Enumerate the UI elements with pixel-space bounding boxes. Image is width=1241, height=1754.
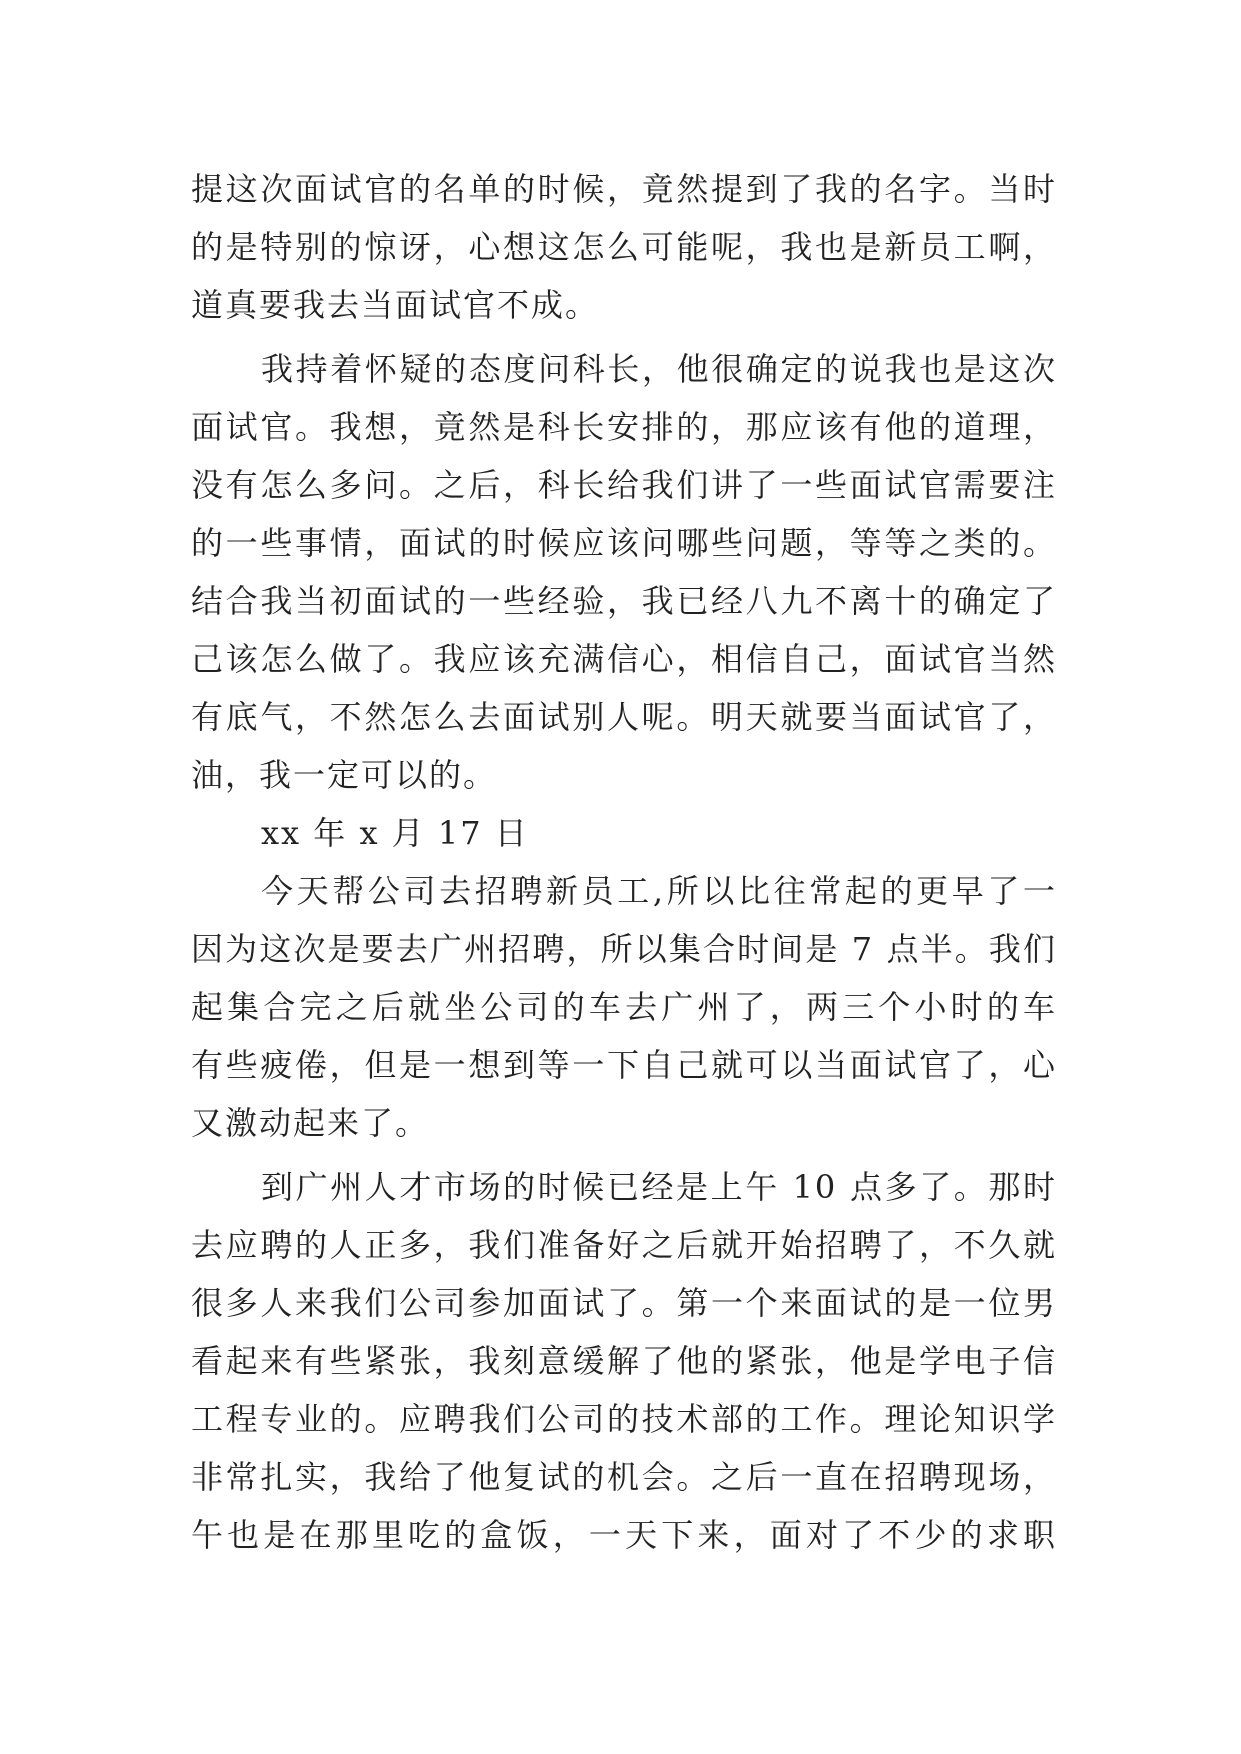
text-line: 到广州人才市场的时候已经是上午 10 点多了。那时 — [261, 1168, 1057, 1206]
text-line: 己该怎么做了。我应该充满信心，相信自己，面试官当然 — [191, 640, 1057, 678]
text-line: 今天帮公司去招聘新员工,所以比往常起的更早了一 — [261, 872, 1057, 910]
text-line: 又激动起来了。 — [191, 1104, 430, 1142]
text-line: 提这次面试官的名单的时候，竟然提到了我的名字。当时 — [191, 170, 1057, 208]
text-line: 我持着怀疑的态度问科长，他很确定的说我也是这次 — [261, 350, 1057, 388]
text-line: 午也是在那里吃的盒饭，一天下来，面对了不少的求职 — [191, 1516, 1057, 1554]
text-line: 结合我当初面试的一些经验，我已经八九不离十的确定了 — [191, 582, 1057, 620]
text-line: 油，我一定可以的。 — [191, 756, 498, 794]
text-line: 工程专业的。应聘我们公司的技术部的工作。理论知识学 — [191, 1400, 1057, 1438]
text-line: 起集合完之后就坐公司的车去广州了，两三个小时的车 — [191, 988, 1057, 1026]
text-line: 没有怎么多问。之后，科长给我们讲了一些面试官需要注 — [191, 466, 1057, 504]
document-body — [191, 160, 1057, 1564]
text-line: 因为这次是要去广州招聘，所以集合时间是 7 点半。我们 — [191, 930, 1057, 968]
text-line: 去应聘的人正多，我们准备好之后就开始招聘了，不久就 — [191, 1226, 1057, 1264]
text-line: 有些疲倦，但是一想到等一下自己就可以当面试官了，心 — [191, 1046, 1057, 1084]
text-line: 非常扎实，我给了他复试的机会。之后一直在招聘现场， — [191, 1458, 1057, 1496]
text-line: 的一些事情，面试的时候应该问哪些问题，等等之类的。 — [191, 524, 1057, 562]
text-line: 面试官。我想，竟然是科长安排的，那应该有他的道理， — [191, 408, 1057, 446]
text-line: 的是特别的惊讶，心想这怎么可能呢，我也是新员工啊， — [191, 228, 1057, 266]
text-line: 看起来有些紧张，我刻意缓解了他的紧张，他是学电子信 — [191, 1342, 1057, 1380]
text-line: 道真要我去当面试官不成。 — [191, 286, 600, 324]
text-line: 有底气，不然怎么去面试别人呢。明天就要当面试官了， — [191, 698, 1057, 736]
text-line: 很多人来我们公司参加面试了。第一个来面试的是一位男 — [191, 1284, 1057, 1322]
text-line: xx 年 x 月 17 日 — [261, 814, 529, 852]
